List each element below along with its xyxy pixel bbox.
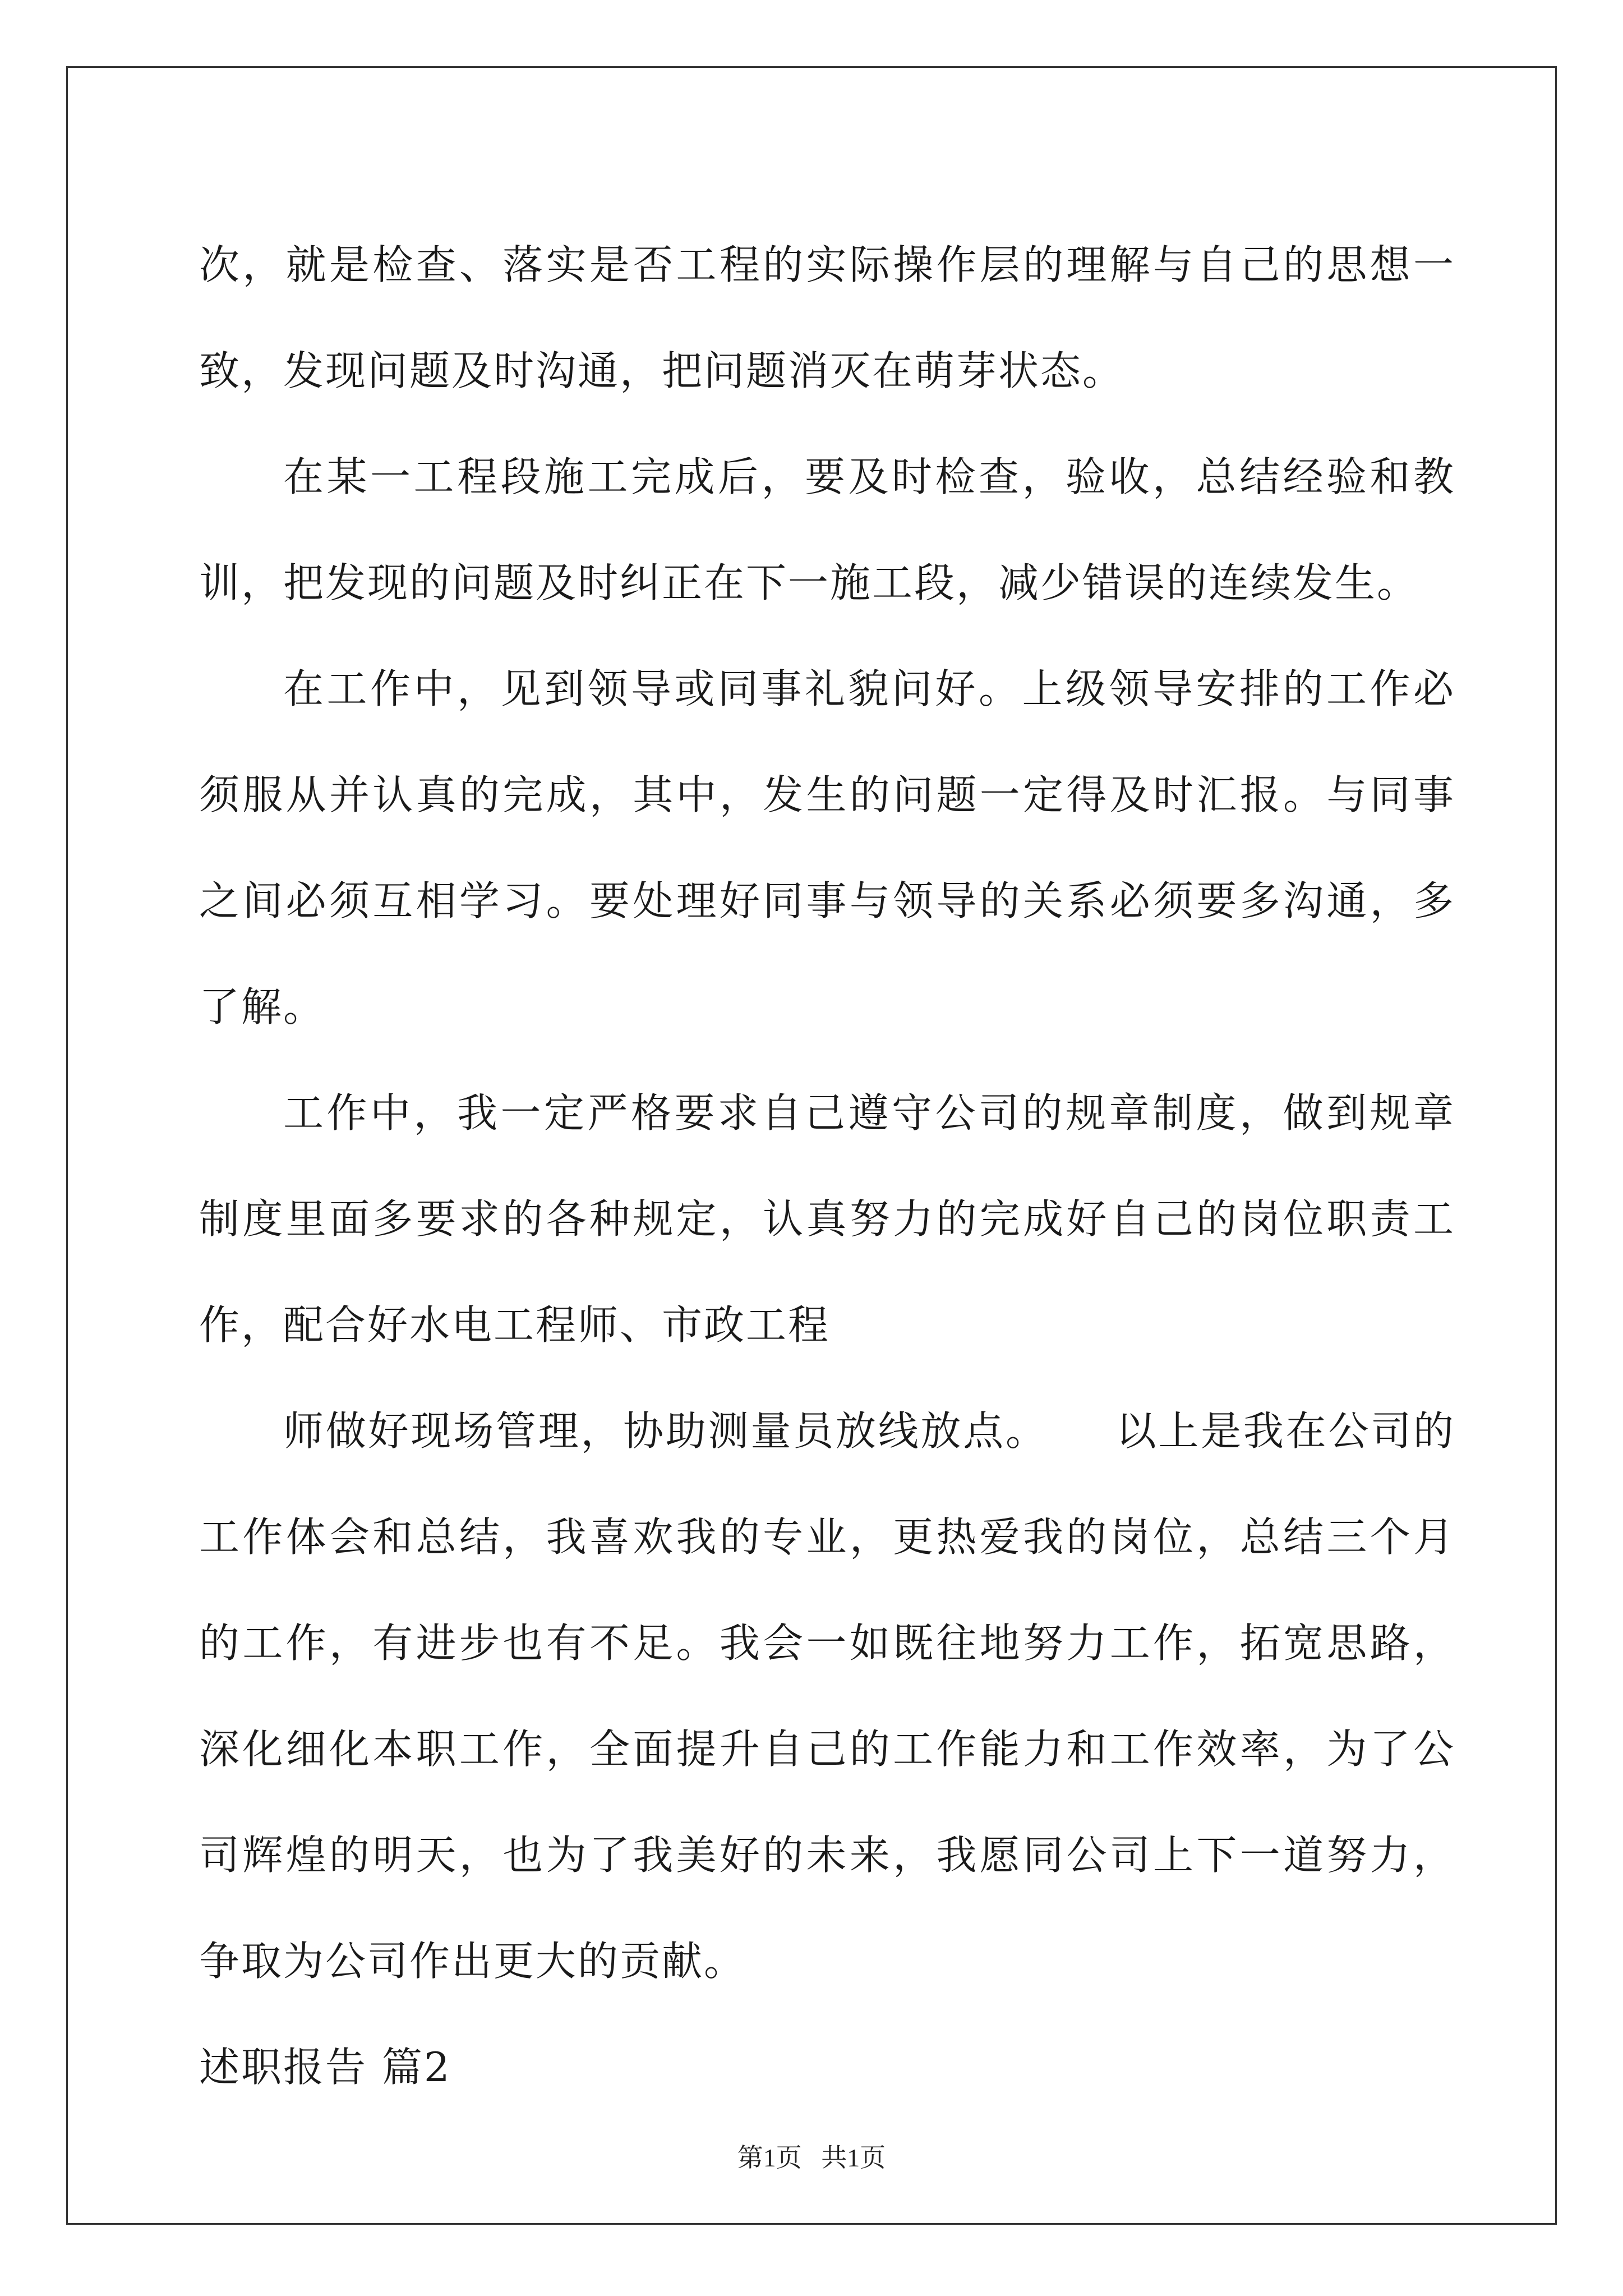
paragraph-2: 在某一工程段施工完成后，要及时检查，验收，总结经验和教训，把发现的问题及时纠正在下一施工段，减少错误的连续发生。 [199, 453, 1455, 606]
section-heading: 述职报告 篇2 [199, 2044, 451, 2091]
paragraph-4: 工作中，我一定严格要求自己遵守公司的规章制度，做到规章制度里面多要求的各种规定，认真努力的完成好自己的岗位职责工作，配合好水电工程师、市政工程 [199, 1089, 1455, 1349]
paragraph-5-part-2: 以上是我在公司的工作体会和总结，我喜欢我的专业，更热爱我的岗位，总结三个月的工作，有进步也有不足。我会一如既往地努力工作，拓宽思路，深化细化本职工作，全面提升自己的工作能力和工作效率，为了公司辉煌的明天，也为了我美好的未来，我愿同公司上下一道努力，争取为公司作出更大的贡献。 [199, 1407, 1455, 1985]
page-footer [0, 2137, 1623, 2174]
paragraph-3: 在工作中，见到领导或同事礼貌问好。上级领导安排的工作必须服从并认真的完成，其中，发生的问题一定得及时汇报。与同事之间必须互相学习。要处理好同事与领导的关系必须要多沟通，多了解。 [199, 665, 1455, 1030]
paragraph-1: 次，就是检查、落实是否工程的实际操作层的理解与自己的思想一致，发现问题及时沟通，把问题消灭在萌芽状态。 [199, 241, 1455, 394]
paragraph-5 [199, 1378, 1455, 2014]
document-body [199, 212, 1455, 2120]
page-total: 共1页 [821, 2143, 886, 2172]
page-number: 第1页 [737, 2143, 802, 2172]
paragraph-5-part-1: 师做好现场管理，协助测量员放线放点。 [283, 1407, 1048, 1455]
footer-separator [802, 2143, 822, 2172]
